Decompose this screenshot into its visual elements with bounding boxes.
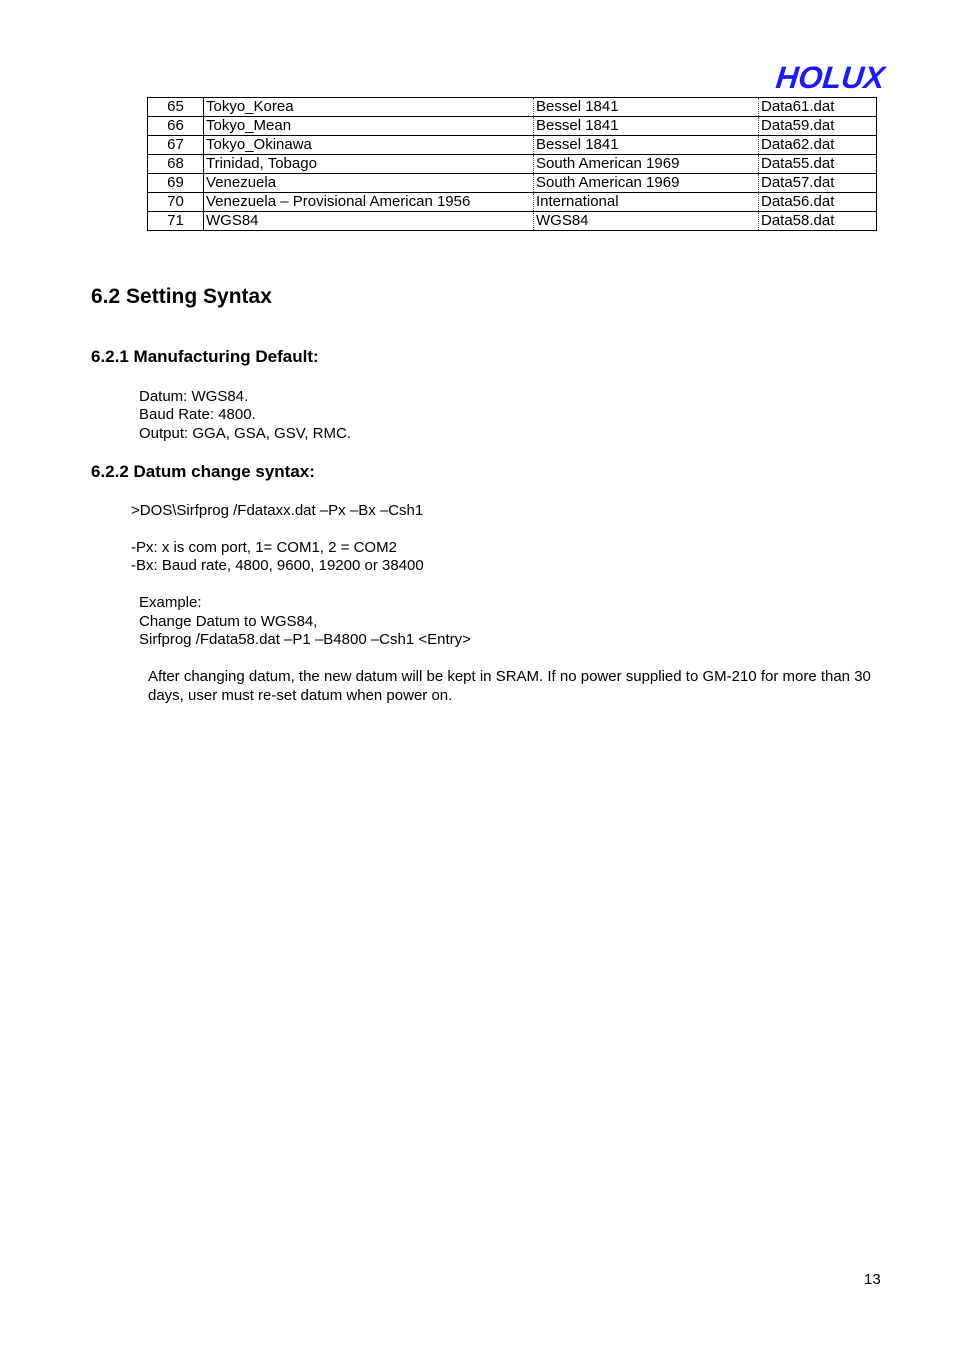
page-number: 13 [864, 1271, 881, 1288]
table-row [148, 117, 877, 136]
datum-name: Venezuela [204, 174, 534, 193]
default-baud-line: Baud Rate: 4800. [139, 406, 256, 423]
subsection-heading-defaults: 6.2.1 Manufacturing Default: [91, 347, 319, 366]
table-row [148, 212, 877, 231]
example-description: Change Datum to WGS84, [139, 613, 318, 630]
ellipsoid-name: International [534, 193, 759, 212]
ellipsoid-name: South American 1969 [534, 155, 759, 174]
datum-table [147, 97, 877, 231]
ellipsoid-name: WGS84 [534, 212, 759, 231]
sram-note: After changing datum, the new datum will be kept in SRAM. If no power supplied to GM-210 for more than 30 days, user must re-set datum when power on. [148, 668, 871, 704]
row-number: 71 [148, 212, 204, 231]
data-file: Data55.dat [759, 155, 877, 174]
datum-name: Tokyo_Okinawa [204, 136, 534, 155]
datum-name: Trinidad, Tobago [204, 155, 534, 174]
table-row [148, 174, 877, 193]
ellipsoid-name: South American 1969 [534, 174, 759, 193]
datum-name: Tokyo_Korea [204, 98, 534, 117]
ellipsoid-name: Bessel 1841 [534, 98, 759, 117]
holux-logo: HOLUX [774, 60, 887, 95]
example-command: Sirfprog /Fdata58.dat –P1 –B4800 –Csh1 <Entry> [139, 631, 471, 648]
row-number: 68 [148, 155, 204, 174]
row-number: 66 [148, 117, 204, 136]
table-row [148, 98, 877, 117]
default-output-line: Output: GGA, GSA, GSV, RMC. [139, 425, 352, 442]
table-row [148, 155, 877, 174]
param-port: -Px: x is com port, 1= COM1, 2 = COM2 [131, 539, 397, 556]
data-file: Data58.dat [759, 212, 877, 231]
data-file: Data59.dat [759, 117, 877, 136]
table-row [148, 193, 877, 212]
example-label: Example: [139, 594, 202, 611]
row-number: 65 [148, 98, 204, 117]
data-file: Data56.dat [759, 193, 877, 212]
row-number: 69 [148, 174, 204, 193]
row-number: 70 [148, 193, 204, 212]
datum-name: Tokyo_Mean [204, 117, 534, 136]
row-number: 67 [148, 136, 204, 155]
default-datum-line: Datum: WGS84. [139, 388, 249, 405]
data-file: Data62.dat [759, 136, 877, 155]
param-baud: -Bx: Baud rate, 4800, 9600, 19200 or 38400 [131, 557, 424, 574]
command-syntax: >DOS\Sirfprog /Fdataxx.dat –Px –Bx –Csh1 [131, 502, 424, 519]
datum-name: WGS84 [204, 212, 534, 231]
ellipsoid-name: Bessel 1841 [534, 136, 759, 155]
table-row [148, 136, 877, 155]
ellipsoid-name: Bessel 1841 [534, 117, 759, 136]
subsection-heading-datum-change: 6.2.2 Datum change syntax: [91, 462, 315, 481]
data-file: Data57.dat [759, 174, 877, 193]
section-heading: 6.2 Setting Syntax [91, 285, 272, 308]
data-file: Data61.dat [759, 98, 877, 117]
datum-name: Venezuela – Provisional American 1956 [204, 193, 534, 212]
